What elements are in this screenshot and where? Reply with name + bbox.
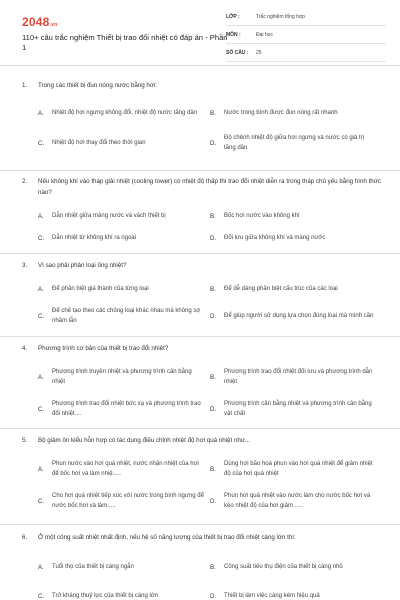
- option-text: Để chế tạo theo các chủng loại khác nhau mà không sợ nhầm lẫn: [52, 307, 201, 324]
- option-a[interactable]: [38, 101, 210, 125]
- option-c[interactable]: [38, 231, 210, 245]
- option-c[interactable]: [38, 489, 210, 513]
- option-d[interactable]: [210, 304, 382, 328]
- class-label: LỚP :: [226, 14, 240, 20]
- option-b[interactable]: [210, 457, 382, 481]
- question-text: Vì sao phải phân loại ống nhiệt?: [38, 262, 127, 269]
- question-stem: [22, 176, 382, 198]
- option-letter: A.: [38, 563, 44, 571]
- divider: [0, 170, 400, 171]
- option-letter: A.: [38, 109, 44, 117]
- option-c[interactable]: [38, 304, 210, 328]
- meta-row-class: [226, 11, 386, 26]
- meta-info: [226, 11, 386, 62]
- count-value: 25: [256, 50, 262, 56]
- option-text: Phương trình truyền nhiệt và phương trình cân bằng nhiệt: [52, 368, 192, 385]
- divider: [0, 336, 400, 337]
- option-a[interactable]: [38, 209, 210, 223]
- option-letter: C.: [38, 312, 45, 320]
- option-text: Để dễ dàng phân biệt cấu trúc của các loại: [224, 285, 338, 292]
- option-a[interactable]: [38, 457, 210, 481]
- option-text: Độ chênh nhiệt độ giữa hơi ngưng và nước có giá trị tăng dần: [224, 134, 364, 151]
- meta-row-count: [226, 47, 386, 62]
- question-number: 3.: [22, 262, 28, 269]
- option-text: Phương trình trao đổi nhiệt đối lưu và phương trình dẫn nhiệt: [224, 368, 373, 385]
- option-c[interactable]: [38, 397, 210, 421]
- option-text: Thiết bị làm việc càng kém hiệu quả: [224, 592, 320, 599]
- option-letter: D.: [210, 405, 217, 413]
- count-label: SỐ CÂU :: [226, 50, 249, 56]
- option-letter: B.: [210, 465, 216, 473]
- option-text: Cho hơi quá nhiệt tiếp xúc với nước trong bình ngưng để nước bốc hơi và làm.....: [52, 492, 204, 509]
- option-letter: D.: [210, 139, 217, 147]
- question-stem: [22, 343, 382, 354]
- option-text: Phương trình cân bằng nhiệt và phương trình cân bằng vật chất: [224, 400, 372, 417]
- options: [22, 362, 382, 424]
- options: [22, 454, 382, 516]
- options: [22, 99, 382, 159]
- page-header: [0, 0, 400, 66]
- class-value: Trắc nghiệm tổng hợp: [256, 14, 305, 20]
- option-text: Trở kháng thuỷ lực của thiết bị càng lớn: [52, 592, 159, 599]
- question-stem: [22, 260, 382, 271]
- options: [22, 206, 382, 250]
- option-text: Dẫn nhiệt từ không khí ra ngoài: [52, 234, 137, 241]
- option-letter: B.: [210, 285, 216, 293]
- option-b[interactable]: [210, 101, 382, 125]
- option-letter: A.: [38, 285, 44, 293]
- option-letter: D.: [210, 592, 217, 600]
- option-d[interactable]: [210, 231, 382, 245]
- question-number: 1.: [22, 82, 28, 89]
- option-letter: D.: [210, 312, 217, 320]
- option-letter: C.: [38, 139, 45, 147]
- option-text: Đối lưu giữa không khí và màng nước: [224, 234, 326, 241]
- option-text: Để giúp người sử dụng lựa chọn đúng loại mà mình cần: [224, 312, 374, 319]
- option-letter: C.: [38, 592, 45, 600]
- option-letter: D.: [210, 497, 217, 505]
- option-b[interactable]: [210, 209, 382, 223]
- option-text: Công suất tiêu thụ điện của thiết bị càng nhỏ: [224, 563, 343, 570]
- option-letter: A.: [38, 465, 44, 473]
- option-text: Phun hơi quá nhiệt vào nước làm cho nước bốc hơi và kéo nhiệt độ của hơi giảm .....: [224, 492, 371, 509]
- question-stem: [22, 80, 382, 91]
- subject-label: MÔN :: [226, 32, 241, 38]
- question-stem: [22, 532, 382, 543]
- question-5: [22, 435, 382, 516]
- option-text: Dùng hơi bão hoà phun vào hơi quá nhiệt để giảm nhiệt độ của hơi quá nhiệt: [224, 460, 373, 477]
- option-letter: B.: [210, 109, 216, 117]
- question-number: 4.: [22, 345, 28, 352]
- option-text: Nhiệt độ hơi thay đổi theo thời gian: [52, 139, 146, 146]
- question-number: 5.: [22, 437, 28, 444]
- brand-tld: .vn: [49, 22, 58, 28]
- option-d[interactable]: [210, 589, 382, 600]
- option-letter: B.: [210, 373, 216, 381]
- option-b[interactable]: [210, 365, 382, 389]
- option-text: Bốc hơi nước vào không khí: [224, 212, 300, 219]
- divider: [0, 253, 400, 254]
- question-text: Trong các thiết bị đun nóng nước bằng hơi:: [38, 82, 158, 89]
- question-2: [22, 176, 382, 250]
- option-letter: B.: [210, 563, 216, 571]
- option-d[interactable]: [210, 397, 382, 421]
- brand-name: 2048: [22, 15, 50, 29]
- option-text: Phun nước vào hơi quá nhiệt, nước nhận nhiệt của hơi để bốc hơi và làm nhiệ.....: [52, 460, 199, 477]
- option-letter: A.: [38, 373, 44, 381]
- option-text: Phương trình trao đổi nhiệt bức xạ và phương trình trao đổi nhiệt....: [52, 400, 201, 417]
- option-letter: D.: [210, 234, 217, 242]
- question-stem: [22, 435, 382, 446]
- option-a[interactable]: [38, 555, 210, 579]
- options: [22, 279, 382, 333]
- meta-row-subject: [226, 29, 386, 44]
- question-4: [22, 343, 382, 424]
- divider: [0, 428, 400, 429]
- option-a[interactable]: [38, 365, 210, 389]
- brand-logo[interactable]: [22, 15, 57, 29]
- option-letter: C.: [38, 497, 45, 505]
- options: [22, 551, 382, 600]
- option-c[interactable]: [38, 589, 210, 600]
- option-d[interactable]: [210, 489, 382, 513]
- option-b[interactable]: [210, 282, 382, 296]
- subject-value: Đại học: [256, 32, 273, 38]
- option-letter: B.: [210, 212, 216, 220]
- option-text: Tuổi thọ của thiết bị càng ngắn: [52, 563, 134, 570]
- question-text: Bộ giảm ôn kiểu hỗn hợp có tác dụng điều chỉnh nhiệt độ hơi quá nhiệt như...: [38, 437, 251, 444]
- divider: [0, 524, 400, 525]
- option-text: Để phân biệt giá thành của từng loại: [52, 285, 149, 292]
- question-3: [22, 260, 382, 333]
- option-text: Nước trong bình được đun nóng rất nhanh: [224, 109, 338, 116]
- question-text: Nếu không khí vào tháp giải nhiệt (cooling tower) có nhiệt độ thấp thì trao đổi nhiệt diễn ra trong tháp chủ yếu bằng hình thức nào?: [38, 178, 381, 196]
- question-text: Phương trình cơ bản của thiết bị trao đổi nhiệt?: [38, 345, 169, 352]
- option-letter: C.: [38, 234, 45, 242]
- question-number: 2.: [22, 178, 28, 185]
- option-c[interactable]: [38, 131, 210, 155]
- question-number: 6.: [22, 534, 28, 541]
- option-a[interactable]: [38, 282, 210, 296]
- option-text: Nhiệt độ hơi ngưng không đổi, nhiệt độ nước tăng dần: [52, 109, 198, 116]
- question-6: [22, 532, 382, 600]
- document-title: 110+ câu trắc nghiệm Thiết bị trao đổi nhiệt có đáp án - Phần 1: [22, 33, 228, 52]
- option-b[interactable]: [210, 555, 382, 579]
- option-text: Dẫn nhiệt giữa màng nước và vách thiết bị: [52, 212, 166, 219]
- question-text: Ở một công suất nhiệt nhất định, nếu hệ số năng lượng của thiết bị trao đổi nhiệt càng lớn thì:: [38, 534, 296, 541]
- option-letter: C.: [38, 405, 45, 413]
- option-letter: A.: [38, 212, 44, 220]
- option-d[interactable]: [210, 131, 382, 155]
- question-1: [22, 80, 382, 159]
